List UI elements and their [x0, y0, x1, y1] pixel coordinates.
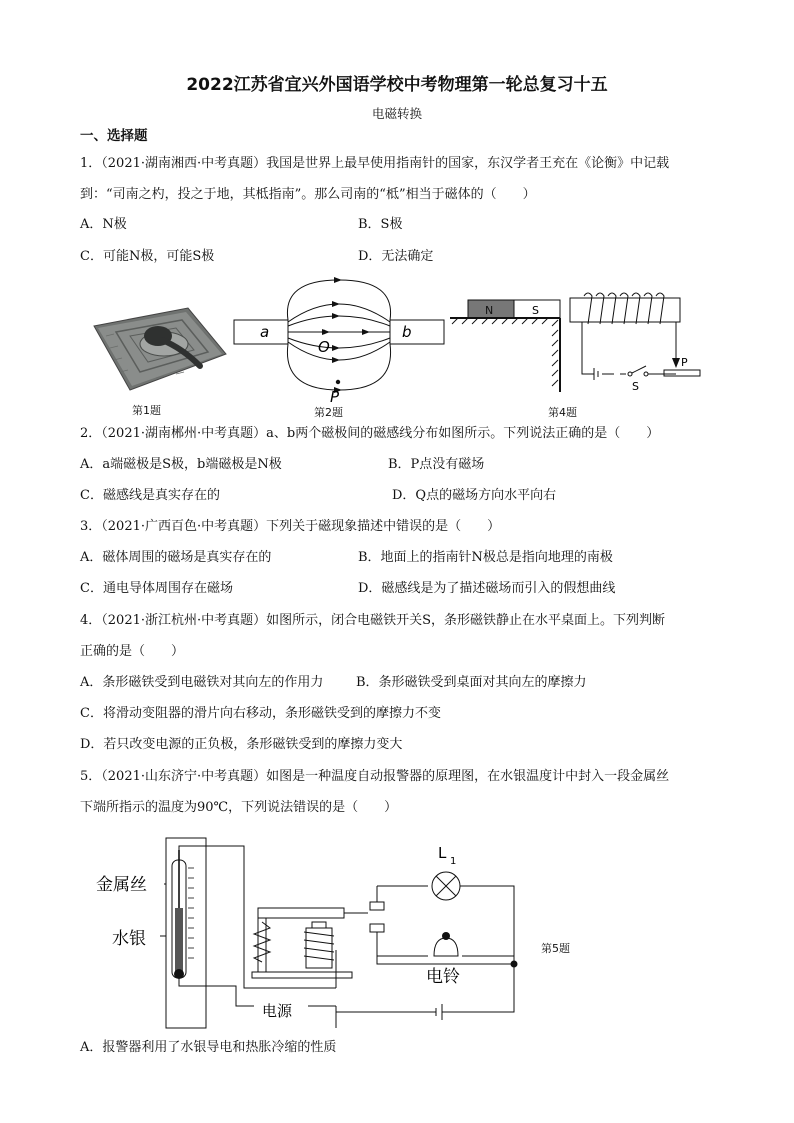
label-metal-wire: 金属丝 — [96, 875, 147, 895]
magnet-n-label: N — [485, 304, 494, 317]
q1-option-d: D．无法确定 — [358, 249, 434, 264]
label-mercury: 水银 — [112, 929, 146, 949]
switch-s-label: S — [632, 380, 639, 393]
q2-option-a: A．a端磁极是S极，b端磁极是N极 — [80, 457, 282, 472]
pole-b-label: b — [402, 323, 412, 341]
q4-option-d: D．若只改变电源的正负极，条形磁铁受到的摩擦力变大 — [80, 737, 403, 752]
q1-option-b: B．S极 — [358, 217, 403, 232]
section-heading: 一、选择题 — [80, 128, 148, 144]
slider-p-label: P — [681, 356, 688, 369]
magnet-s-label: S — [532, 304, 539, 317]
q2-option-d: D．Q点的磁场方向水平向右 — [392, 488, 557, 503]
figure-1-caption: 第1题 — [132, 404, 161, 417]
lamp-subscript: 1 — [450, 856, 457, 867]
point-p-label: P — [330, 388, 340, 406]
q3-option-b: B．地面上的指南针N极总是指向地理的南极 — [358, 550, 613, 565]
q2-stem-line1: 2．（2021·湖南郴州·中考真题）a、b两个磁极间的磁感线分布如图所示。下列说法正确的是（ ） — [80, 426, 660, 441]
q4-option-b: B．条形磁铁受到桌面对其向左的摩擦力 — [356, 675, 587, 690]
page-subtitle: 电磁转换 — [371, 106, 422, 121]
label-bell: 电铃 — [426, 967, 460, 987]
q3-option-d: D．磁感线是为了描述磁场而引入的假想曲线 — [358, 581, 616, 596]
figure-2-caption: 第2题 — [314, 406, 343, 419]
figure-5-alarm-circuit — [90, 838, 530, 1028]
pole-a-label: a — [260, 323, 270, 341]
figure-4-electromagnet — [448, 294, 708, 398]
figure-4-caption: 第4题 — [548, 406, 577, 419]
q1-option-a: A．N极 — [80, 217, 127, 232]
q1-option-c: C．可能N极，可能S极 — [80, 249, 215, 264]
q1-stem-line2: 到：“司南之杓，投之于地，其柢指南”。那么司南的“柢”相当于磁体的（ ） — [80, 187, 536, 202]
q3-option-c: C．通电导体周围存在磁场 — [80, 581, 233, 596]
q3-stem-line1: 3．（2021·广西百色·中考真题）下列关于磁现象描述中错误的是（ ） — [80, 519, 501, 534]
point-o-label: O — [318, 338, 330, 356]
q2-option-b: B．P点没有磁场 — [388, 457, 485, 472]
figure-5-caption: 第5题 — [541, 942, 570, 955]
q1-stem-line1: 1．（2021·湖南湘西·中考真题）我国是世界上最早使用指南针的国家，东汉学者王充在《论衡》中记载 — [80, 156, 670, 171]
figure-2-field-lines — [232, 290, 448, 406]
page-title: 2022江苏省宜兴外国语学校中考物理第一轮总复习十五 — [186, 75, 608, 95]
q4-option-c: C．将滑动变阻器的滑片向右移动，条形磁铁受到的摩擦力不变 — [80, 706, 441, 721]
q2-option-c: C．磁感线是真实存在的 — [80, 488, 220, 503]
q5-stem-line1: 5．（2021·山东济宁·中考真题）如图是一种温度自动报警器的原理图，在水银温度计中封入一段金属丝 — [80, 769, 670, 784]
q4-stem-line1: 4．（2021·浙江杭州·中考真题）如图所示，闭合电磁铁开关S，条形磁铁静止在水平桌面上。下列判断 — [80, 613, 666, 628]
q3-option-a: A．磁体周围的磁场是真实存在的 — [80, 550, 272, 565]
label-power-source: 电源 — [262, 1002, 293, 1020]
q4-option-a: A．条形磁铁受到电磁铁对其向左的作用力 — [80, 675, 324, 690]
q5-option-a: A．报警器利用了水银导电和热胀冷缩的性质 — [80, 1040, 337, 1055]
lamp-label: L — [438, 844, 447, 862]
figure-1-sinan-compass — [86, 296, 236, 396]
q5-stem-line2: 下端所指示的温度为90℃，下列说法错误的是（ ） — [80, 800, 398, 815]
q4-stem-line2: 正确的是（ ） — [80, 644, 185, 659]
